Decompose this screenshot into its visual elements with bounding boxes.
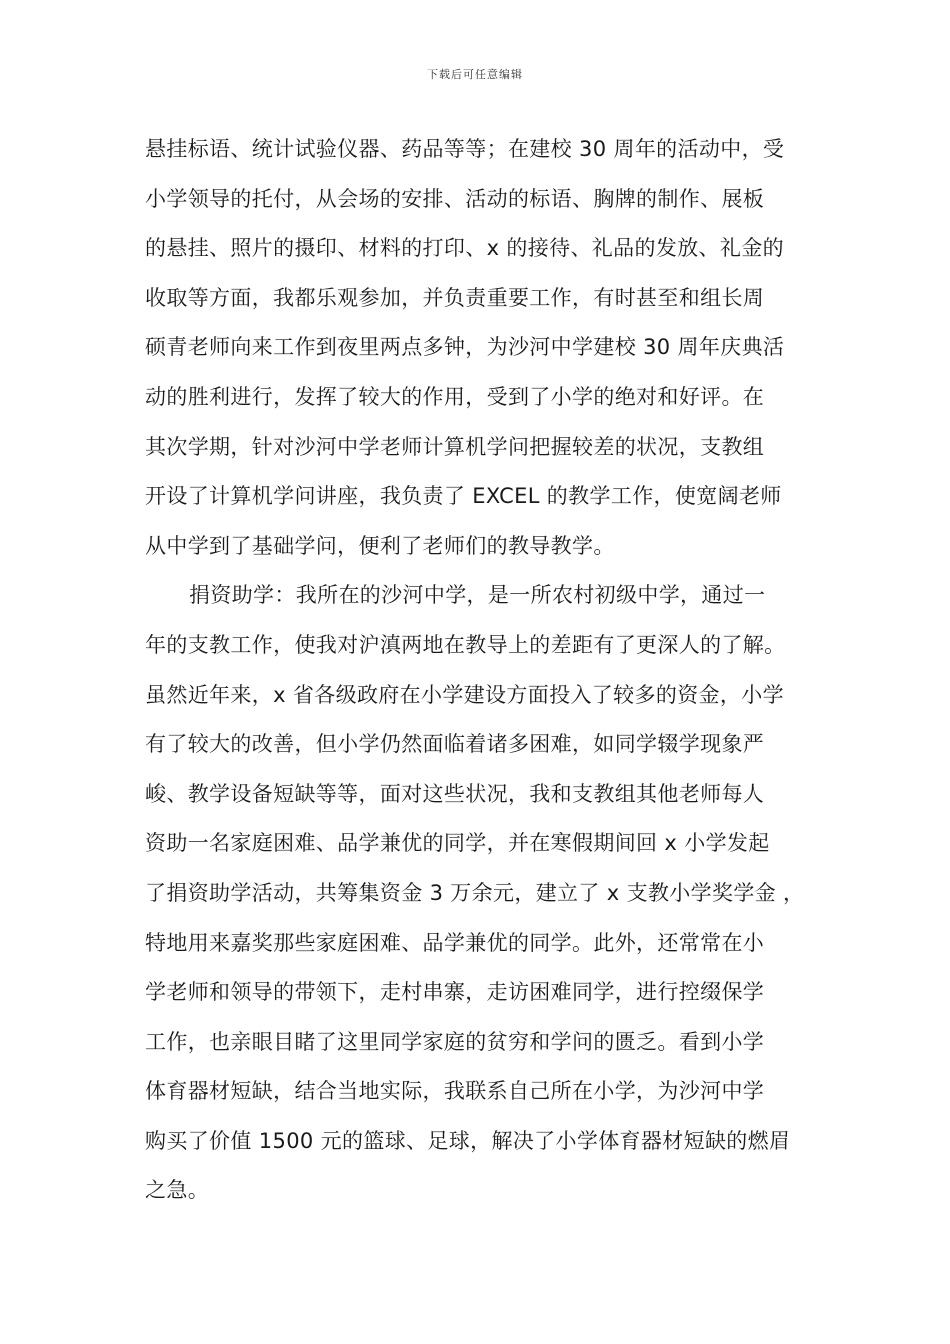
text-line: 工作，也亲眼目睹了这里同学家庭的贫穷和学问的匮乏。看到小学 [145,1029,765,1054]
paragraph-1 [145,125,815,571]
text-line: 收取等方面，我都乐观参加，并负责重要工作，有时甚至和组长周 [145,285,765,310]
text-line: 虽然近年来，x 省各级政府在小学建设方面投入了较多的资金，小学 [145,682,784,707]
text-line: 动的胜利进行，发挥了较大的作用，受到了小学的绝对和好评。在 [145,384,765,409]
text-line: 硕青老师向来工作到夜里两点多钟，为沙河中学建校 30 周年庆典活 [145,335,785,360]
text-line: 特地用来嘉奖那些家庭困难、品学兼优的同学。此外，还常常在小 [145,930,765,955]
page-header: 下载后可任意编辑 [427,68,523,81]
text-line: 捐资助学：我所在的沙河中学，是一所农村初级中学，通过一 [189,583,766,608]
text-line: 从中学到了基础学问，便利了老师们的教导教学。 [145,533,615,558]
text-line: 有了较大的改善，但小学仍然面临着诸多困难，如同学辍学现象严 [145,732,765,757]
text-line: 之急。 [145,1178,210,1203]
text-line: 的悬挂、照片的摄印、材料的打印、x 的接待、礼品的发放、礼金的 [145,236,784,261]
text-line: 悬挂标语、统计试验仪器、药品等等；在建校 30 周年的活动中，受 [145,137,785,161]
paragraph-2 [145,571,815,1216]
text-line: 其次学期，针对沙河中学老师计算机学问把握较差的状况，支教组 [145,434,765,459]
text-line: 学老师和领导的带领下，走村串寨，走访困难同学，进行控缀保学 [145,980,765,1005]
text-line: 开设了计算机学问讲座，我负责了 EXCEL 的教学工作，使宽阔老师 [145,484,782,509]
text-line: 了捐资助学活动，共筹集资金 3 万余元，建立了 x 支教小学奖学金 ， [145,880,805,905]
text-line: 购买了价值 1500 元的篮球、足球，解决了小学体育器材短缺的燃眉 [145,1128,791,1153]
text-line: 小学领导的托付，从会场的安排、活动的标语、胸牌的制作、展板 [145,186,765,211]
document-body [145,125,815,1216]
text-line: 资助一名家庭困难、品学兼优的同学，并在寒假期间回 x 小学发起 [145,831,770,856]
text-line: 体育器材短缺，结合当地实际，我联系自己所在小学，为沙河中学 [145,1079,765,1104]
text-line: 峻、教学设备短缺等等，面对这些状况，我和支教组其他老师每人 [145,781,765,806]
text-line: 年的支教工作，使我对沪滇两地在教导上的差距有了更深人的了解。 [145,632,786,657]
